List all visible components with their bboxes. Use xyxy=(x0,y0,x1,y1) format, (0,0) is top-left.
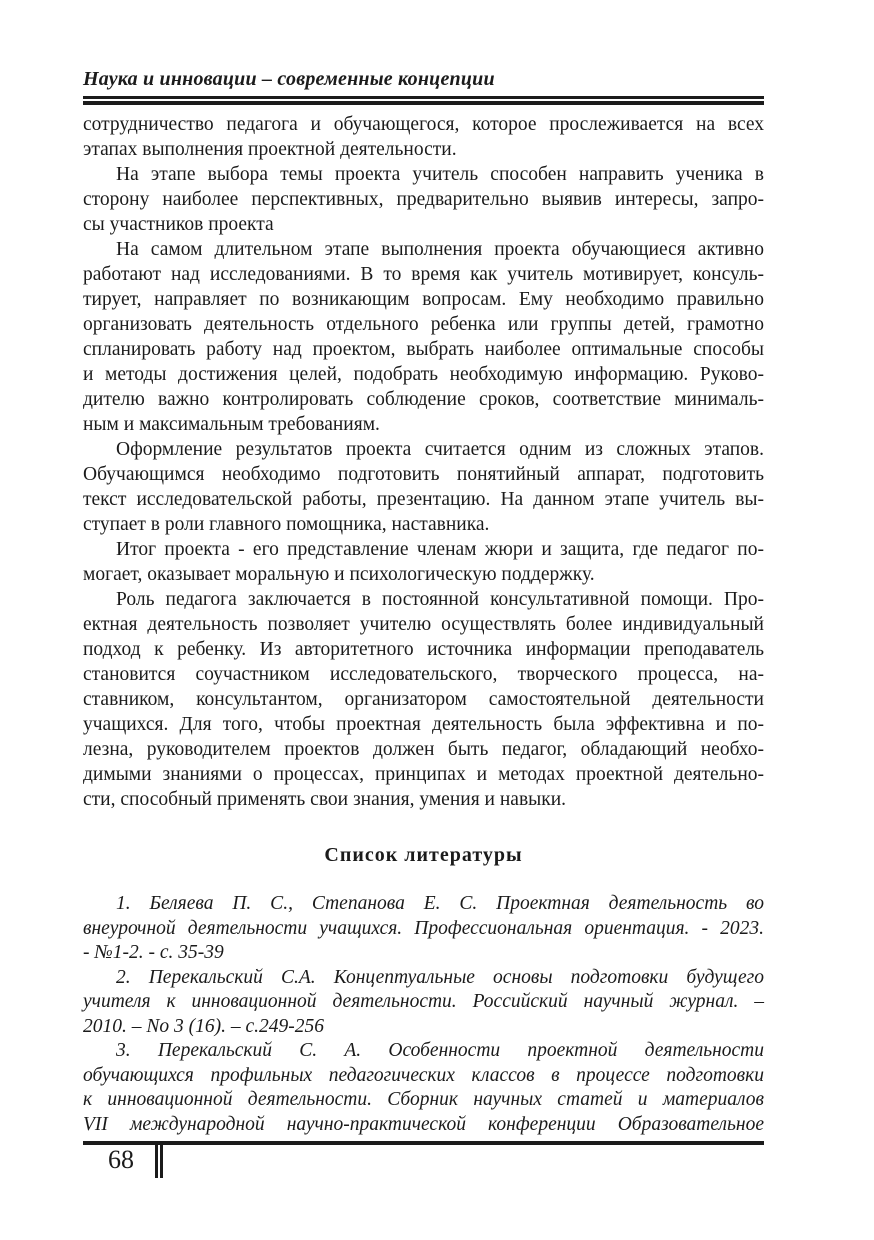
reference-item xyxy=(83,966,764,1040)
text-line: работают над исследованиями. В то время как учитель мотивирует, консуль- xyxy=(83,264,764,285)
footer-divider xyxy=(155,1141,163,1178)
reference-list xyxy=(83,892,764,1137)
text-line: Итог проекта - его представление членам жюри и защита, где педагог по- xyxy=(116,539,764,560)
text-line: учащихся. Для того, чтобы проектная деятельность была эффективна и по- xyxy=(83,714,764,735)
text-line: Роль педагога заключается в постоянной консультативной помощи. Про- xyxy=(116,589,764,610)
text-line: внеурочной деятельности учащихся. Профессиональная ориентация. - 2023. xyxy=(83,917,764,939)
text-line: текст исследовательской работы, презентацию. На данном этапе учитель вы- xyxy=(83,489,764,510)
paragraph xyxy=(83,237,764,437)
text-line: ступает в роли главного помощника, наставника. xyxy=(83,514,490,535)
text-line: лезна, руководителем проектов должен быть педагог, обладающий необхо- xyxy=(83,739,764,760)
page-content xyxy=(83,0,764,1137)
paragraph xyxy=(83,587,764,812)
footer-rule xyxy=(83,1141,764,1145)
text-line: Оформление результатов проекта считается одним из сложных этапов. xyxy=(116,439,764,460)
paragraph xyxy=(83,537,764,587)
text-line: сторону наиболее перспективных, предварительно выявив интересы, запро- xyxy=(83,189,764,210)
text-line: подход к ребенку. Из авторитетного источника информации преподаватель xyxy=(83,639,764,660)
running-header-title: Наука и инновации – современные концепции xyxy=(83,68,495,90)
text-line: дителю важно контролировать соблюдение сроков, соответствие минималь- xyxy=(83,389,764,410)
text-line: - №1-2. - с. 35-39 xyxy=(83,942,224,963)
text-line: димыми знаниями о процессах, принципах и методах проектной деятельно- xyxy=(83,764,764,785)
text-line: ектная деятельность позволяет учителю осуществлять более индивидуальный xyxy=(83,614,764,635)
text-line: 1. Беляева П. С., Степанова Е. С. Проектная деятельность во xyxy=(116,893,764,914)
paragraph xyxy=(83,112,764,162)
text-line: VII международной научно-практической конференции Образовательное xyxy=(83,1113,764,1135)
text-line: организовать деятельность отдельного ребенка или группы детей, грамотно xyxy=(83,314,764,335)
text-line: На самом длительном этапе выполнения проекта обучающиеся активно xyxy=(116,239,764,260)
reference-item xyxy=(83,1039,764,1137)
text-line: становится соучастником исследовательского, творческого процесса, на- xyxy=(83,664,764,685)
text-line: спланировать работу над проектом, выбрать наиболее оптимальные способы xyxy=(83,339,764,360)
text-line: ным и максимальным требованиям. xyxy=(83,414,380,435)
text-line: к инновационной деятельности. Сборник научных статей и материалов xyxy=(83,1089,764,1110)
text-line: 2. Перекальский С.А. Концептуальные основы подготовки будущего xyxy=(116,966,764,988)
text-line: сы участников проекта xyxy=(83,214,274,235)
text-line: сти, способный применять свои знания, умения и навыки. xyxy=(83,789,567,810)
text-line: ставником, консультантом, организатором самостоятельной деятельности xyxy=(83,689,764,710)
text-line: На этапе выбора темы проекта учитель способен направить ученика в xyxy=(116,164,764,185)
text-line: и методы достижения целей, подобрать необходимую информацию. Руково- xyxy=(83,364,764,385)
text-line: тирует, направляет по возникающим вопросам. Ему необходимо правильно xyxy=(83,289,764,310)
paragraph xyxy=(83,437,764,537)
paragraph xyxy=(83,162,764,237)
text-line: Обучающимся необходимо подготовить понятийный аппарат, подготовить xyxy=(83,464,764,485)
text-line: 3. Перекальский С. А. Особенности проектной деятельности xyxy=(116,1040,764,1061)
text-line: сотрудничество педагога и обучающегося, которое прослеживается на всех xyxy=(83,114,764,135)
header-double-rule xyxy=(83,96,764,105)
text-line: 2010. – No 3 (16). – с.249-256 xyxy=(83,1015,325,1037)
page-number: 68 xyxy=(108,1145,134,1174)
text-line: могает, оказывает моральную и психологическую поддержку. xyxy=(83,564,595,585)
text-line: этапах выполнения проектной деятельности. xyxy=(83,139,457,160)
text-line: обучающихся профильных педагогических классов в процессе подготовки xyxy=(83,1064,764,1086)
reference-item xyxy=(83,892,764,966)
body-text xyxy=(83,112,764,812)
references-heading: Список литературы xyxy=(324,844,523,866)
text-line: учителя к инновационной деятельности. Российский научный журнал. – xyxy=(83,991,764,1012)
